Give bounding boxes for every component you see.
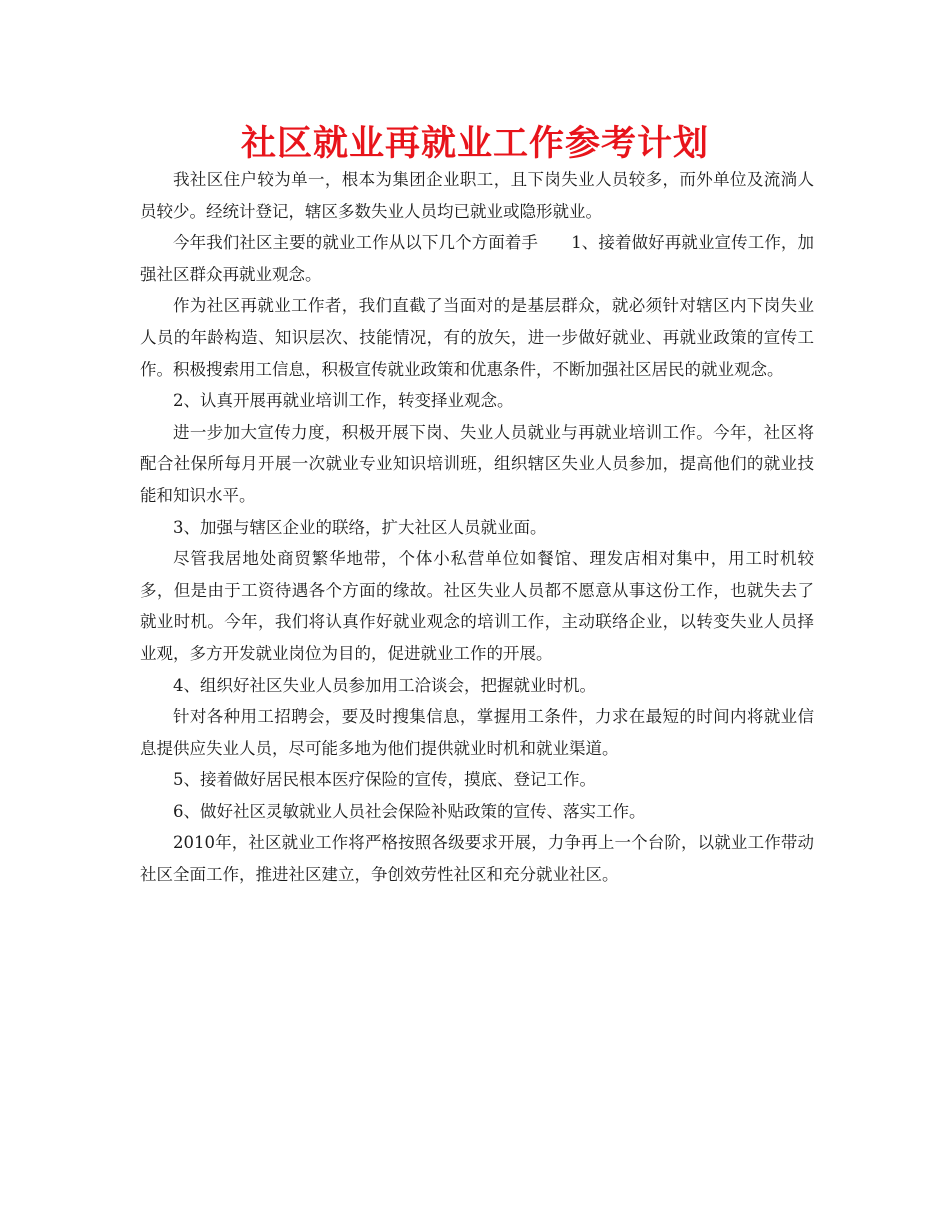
document-title: 社区就业再就业工作参考计划 xyxy=(240,124,709,164)
document-body xyxy=(140,164,814,891)
paragraph-item-3-body: 尽管我居地处商贸繁华地带，个体小私营单位如餐馆、理发店相对集中，用工时机较多，但是由于工资待遇各个方面的缘故。社区失业人员都不愿意从事这份工作，也就失去了就业时机。今年，我们将认真作好就业观念的培训工作，主动联络企业，以转变失业人员择业观，多方开发就业岗位为目的，促进就业工作的开展。 xyxy=(140,549,814,663)
paragraph-item-1-heading: 今年我们社区主要的就业工作从以下几个方面着手 1、接着做好再就业宣传工作，加强社区群众再就业观念。 xyxy=(140,233,814,284)
paragraph-item-1-body: 作为社区再就业工作者，我们直截了当面对的是基层群众，就必须针对辖区内下岗失业人员的年龄构造、知识层次、技能情况，有的放矢，进一步做好就业、再就业政策的宣传工作。积极搜索用工信息，积极宣传就业政策和优惠条件，不断加强社区居民的就业观念。 xyxy=(140,296,814,379)
paragraph-item-3-heading: 3、加强与辖区企业的联络，扩大社区人员就业面。 xyxy=(173,517,547,537)
paragraph-intro: 我社区住户较为单一，根本为集团企业职工，且下岗失业人员较多，而外单位及流淌人员较少。经统计登记，辖区多数失业人员均已就业或隐形就业。 xyxy=(140,170,814,221)
paragraph-item-4-heading: 4、组织好社区失业人员参加用工洽谈会，把握就业时机。 xyxy=(173,675,596,695)
paragraph-conclusion: 2010年，社区就业工作将严格按照各级要求开展，力争再上一个台阶，以就业工作带动社区全面工作，推进社区建立，争创效劳性社区和充分就业社区。 xyxy=(140,833,814,885)
paragraph-item-5: 5、接着做好居民根本医疗保险的宣传，摸底、登记工作。 xyxy=(173,770,596,790)
paragraph-item-2-heading: 2、认真开展再就业培训工作，转变择业观念。 xyxy=(173,391,514,411)
paragraph-item-2-body: 进一步加大宣传力度，积极开展下岗、失业人员就业与再就业培训工作。今年，社区将配合社保所每月开展一次就业专业知识培训班，组织辖区失业人员参加，提高他们的就业技能和知识水平。 xyxy=(140,422,814,505)
paragraph-item-4-body: 针对各种用工招聘会，要及时搜集信息，掌握用工条件，力求在最短的时间内将就业信息提供应失业人员，尽可能多地为他们提供就业时机和就业渠道。 xyxy=(140,707,814,758)
paragraph-item-6: 6、做好社区灵敏就业人员社会保险补贴政策的宣传、落实工作。 xyxy=(173,801,646,821)
